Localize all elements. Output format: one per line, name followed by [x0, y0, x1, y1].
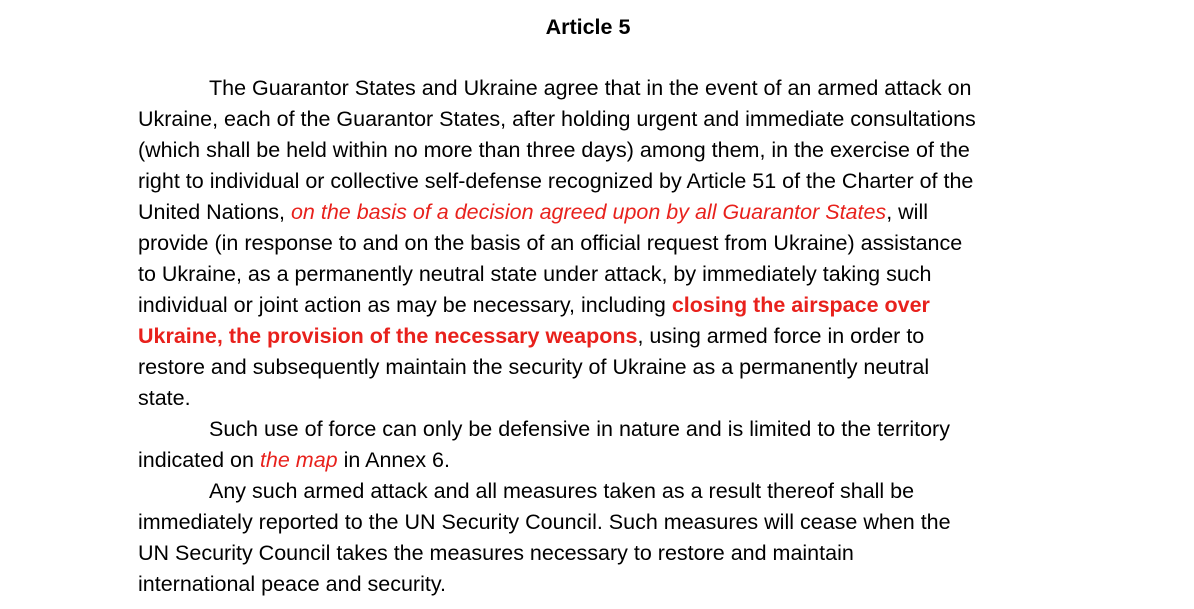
p2-line-1: Such use of force can only be defensive in nature and is limited to the territory: [209, 417, 950, 441]
article-title: Article 5: [545, 15, 631, 39]
highlight-airspace-part-1: closing the airspace over: [671, 293, 930, 317]
p1-line-2: Ukraine, each of the Guarantor States, after holding urgent and immediate consultations: [138, 107, 976, 131]
p1-line-6: provide (in response to and on the basis of an official request from Ukraine) assistance: [138, 231, 963, 255]
paragraph-1: [138, 73, 1068, 414]
p1-line-5: [138, 197, 1068, 228]
p1-line-4: right to individual or collective self-defense recognized by Article 51 of the Charter of the: [138, 169, 974, 193]
paragraph-2: [138, 414, 1068, 476]
p1-line-9-text-b: , using armed force in order to: [637, 324, 925, 348]
p1-line-5-text-b: , will: [886, 200, 928, 224]
p2-line-2: [138, 445, 1068, 476]
p1-line-1: The Guarantor States and Ukraine agree that in the event of an armed attack on: [209, 76, 972, 100]
p2-line-2-text-b: in Annex 6.: [337, 448, 450, 472]
p3-line-4: international peace and security.: [138, 572, 446, 596]
highlight-decision-guarantor-states: on the basis of a decision agreed upon by all Guarantor States: [290, 200, 887, 224]
p3-line-1: Any such armed attack and all measures taken as a result thereof shall be: [209, 479, 915, 503]
highlight-airspace-part-2: Ukraine, the provision of the necessary weapons: [138, 324, 638, 348]
p2-line-2-text-a: indicated on: [138, 448, 260, 472]
paragraph-3: [138, 476, 1068, 600]
highlight-the-map: the map: [259, 448, 338, 472]
p1-line-7: to Ukraine, as a permanently neutral state under attack, by immediately taking such: [138, 262, 932, 286]
p1-line-10: restore and subsequently maintain the security of Ukraine as a permanently neutral: [138, 355, 930, 379]
p3-line-3: UN Security Council takes the measures necessary to restore and maintain: [138, 541, 854, 565]
p1-line-11: state.: [138, 386, 191, 410]
p1-line-8: [138, 290, 1068, 321]
p1-line-3: (which shall be held within no more than three days) among them, in the exercise of the: [138, 138, 970, 162]
p1-line-8-text-a: individual or joint action as may be necessary, including: [138, 293, 672, 317]
document-page: [138, 0, 1068, 600]
p1-line-9: [138, 321, 1068, 352]
p1-line-5-text-a: United Nations,: [138, 200, 291, 224]
p3-line-2: immediately reported to the UN Security Council. Such measures will cease when the: [138, 510, 951, 534]
